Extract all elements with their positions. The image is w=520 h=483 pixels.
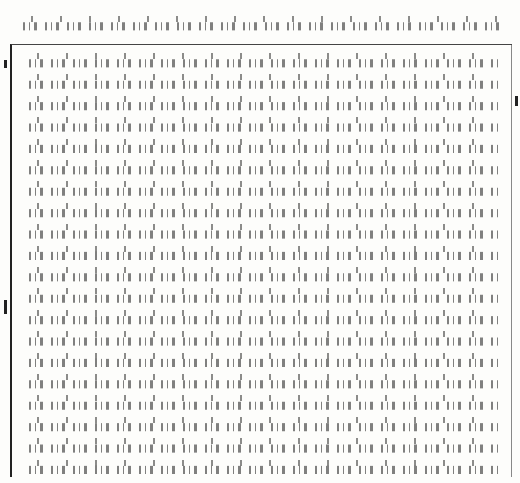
script-line xyxy=(26,224,498,242)
script-line xyxy=(26,374,498,392)
script-line xyxy=(20,16,502,34)
margin-mark xyxy=(4,60,7,68)
script-line xyxy=(26,181,498,199)
script-line xyxy=(26,246,498,264)
script-line xyxy=(26,53,498,71)
script-line xyxy=(26,160,498,178)
script-line xyxy=(26,74,498,92)
header-line xyxy=(20,12,502,38)
script-line xyxy=(26,417,498,435)
frame-edge xyxy=(511,45,512,477)
script-line xyxy=(26,96,498,114)
script-line xyxy=(26,288,498,306)
script-line xyxy=(26,267,498,285)
script-line xyxy=(26,139,498,157)
script-line xyxy=(26,331,498,349)
script-line xyxy=(26,353,498,371)
script-line xyxy=(26,460,498,478)
script-line xyxy=(26,395,498,413)
script-line xyxy=(26,310,498,328)
margin-mark xyxy=(515,96,518,106)
margin-mark xyxy=(4,300,7,314)
script-line xyxy=(26,117,498,135)
text-frame xyxy=(10,44,512,477)
script-line xyxy=(26,203,498,221)
script-line xyxy=(26,438,498,456)
